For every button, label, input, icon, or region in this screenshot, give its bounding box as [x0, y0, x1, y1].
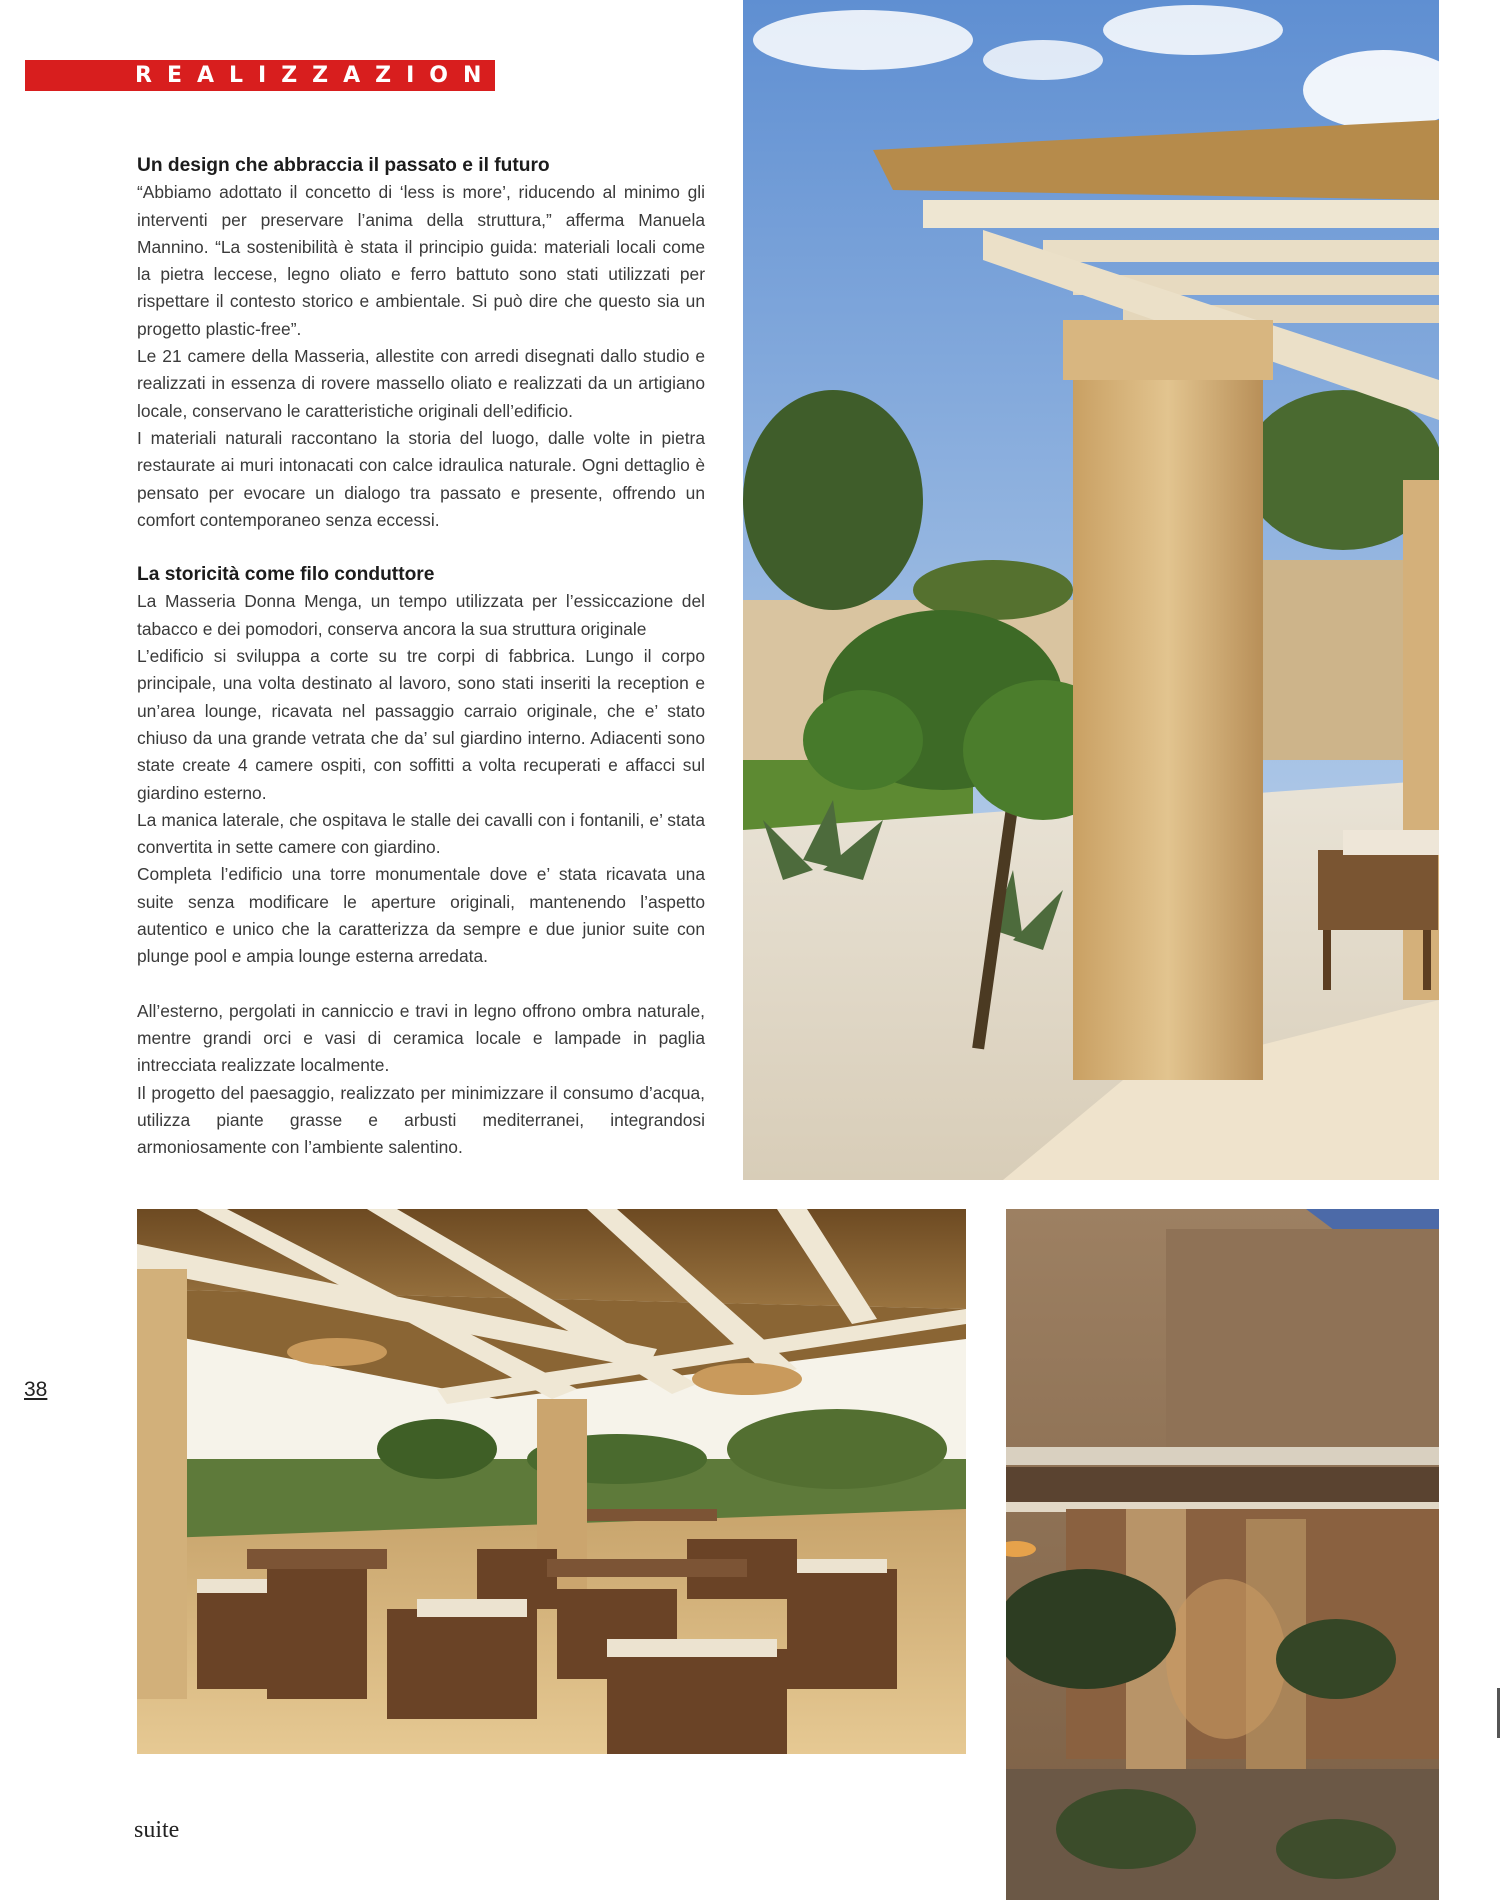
photo-courtyard-dusk	[1006, 1209, 1439, 1900]
photo-terrace-dining	[137, 1209, 966, 1754]
paragraph: All’esterno, pergolati in canniccio e travi in legno offrono ombra naturale, mentre grandi orci e vasi di ceramica locale e lampade in paglia intrecciata realizzate localmente.	[137, 1000, 705, 1076]
paragraph: Completa l’edificio una torre monumentale dove e’ stata ricavata una suite senza modificare le aperture originali, mantenendo l’aspetto autentico e unico che la caratterizza da sempre e due junior suite con plunge pool e ampia lounge esterna arredata.	[137, 864, 705, 967]
photo-pergola-garden	[743, 0, 1439, 1180]
section-label: REALIZZAZIONE	[25, 60, 495, 91]
article-column	[137, 152, 705, 1161]
heading-storicita: La storicità come filo conduttore	[137, 564, 435, 586]
paragraph: Il progetto del paesaggio, realizzato per minimizzare il consumo d’acqua, utilizza piante grasse e arbusti mediterranei, integrandosi armoniosamente con l’ambiente salentino.	[137, 1082, 705, 1158]
paragraph: La manica laterale, che ospitava le stalle dei cavalli con i fontanili, e’ stata convertita in sette camere con giardino.	[137, 809, 705, 858]
brand-logo: suite	[134, 1817, 180, 1843]
page-number: 38	[24, 1378, 48, 1401]
paragraph: Le 21 camere della Masseria, allestite con arredi disegnati dallo studio e realizzati in essenza di rovere massello oliato e realizzati da un artigiano locale, conservano le caratteristiche originali dell’edificio.	[137, 346, 705, 421]
paragraph: “Abbiamo adottato il concetto di ‘less is more’, riducendo al minimo gli interventi per preservare l’anima della struttura,” afferma Manuela Mannino. “La sostenibilità è stata il principio guida: materiali locali come la pietra leccese, legno oliato e ferro battuto sono stati utilizzati per rispettare il contesto storico e ambientale. Si può dire che questo sia un progetto plastic-free”.	[137, 182, 705, 339]
paragraph: L’edificio si sviluppa a corte su tre corpi di fabbrica. Lungo il corpo principale, una volta destinato al lavoro, sono stati inseriti la reception e un’area lounge, ricavata nel passaggio carraio originale, che e’ stato chiuso da una grande vetrata che da’ sul giardino interno. Adiacenti sono state create 4 camere ospiti, con soffitti a volta recuperati e affacci sul giardino esterno.	[137, 646, 705, 803]
paragraph: I materiali naturali raccontano la storia del luogo, dalle volte in pietra restaurate ai muri intonacati con calce idraulica naturale. Ogni dettaglio è pensato per evocare un dialogo tra passato e presente, offrendo un comfort contemporaneo senza eccessi.	[137, 427, 705, 530]
paragraph: La Masseria Donna Menga, un tempo utilizzata per l’essiccazione del tabacco e dei pomodori, conserva ancora la sua struttura originale	[137, 591, 705, 639]
heading-design: Un design che abbraccia il passato e il futuro	[137, 155, 550, 176]
